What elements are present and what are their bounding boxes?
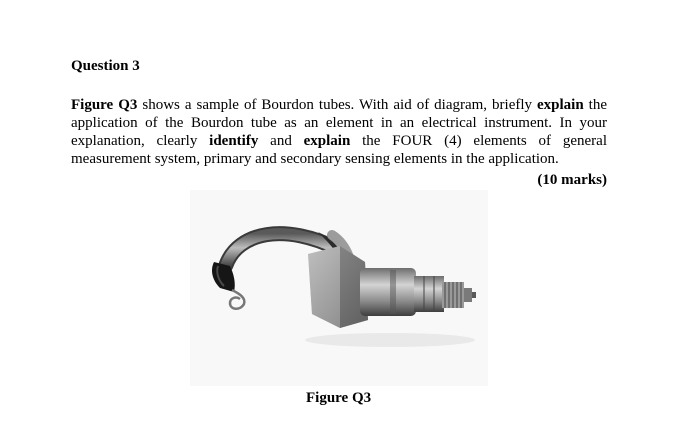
bourdon-tube-illustration [190, 190, 488, 386]
question-text-part: and [258, 133, 304, 149]
question-heading: Question 3 [71, 58, 140, 74]
figure-reference: Figure Q3 [71, 97, 138, 113]
hex-nut [414, 276, 444, 312]
linkage-hook [230, 290, 244, 309]
bourdon-tube-photo [190, 190, 488, 386]
marks-label: (10 marks) [537, 172, 607, 188]
question-text-part: the application of the Bourdon tube as an element in an electrical instrument. In your explanation, clearly [71, 97, 608, 149]
keyword-explain-2: explain [303, 133, 351, 149]
keyword-identify: identify [209, 133, 259, 149]
threaded-connector [442, 282, 476, 308]
question-text-part: the FOUR (4) elements of general measurement system, primary and secondary sensing elements in the application. [71, 133, 607, 167]
question-text [71, 96, 607, 168]
question-text-part: shows a sample of Bourdon tubes. With aid of diagram, briefly [137, 97, 538, 113]
figure-caption: Figure Q3 [306, 390, 372, 406]
cylinder-body [360, 268, 416, 316]
keyword-explain: explain [537, 97, 584, 113]
